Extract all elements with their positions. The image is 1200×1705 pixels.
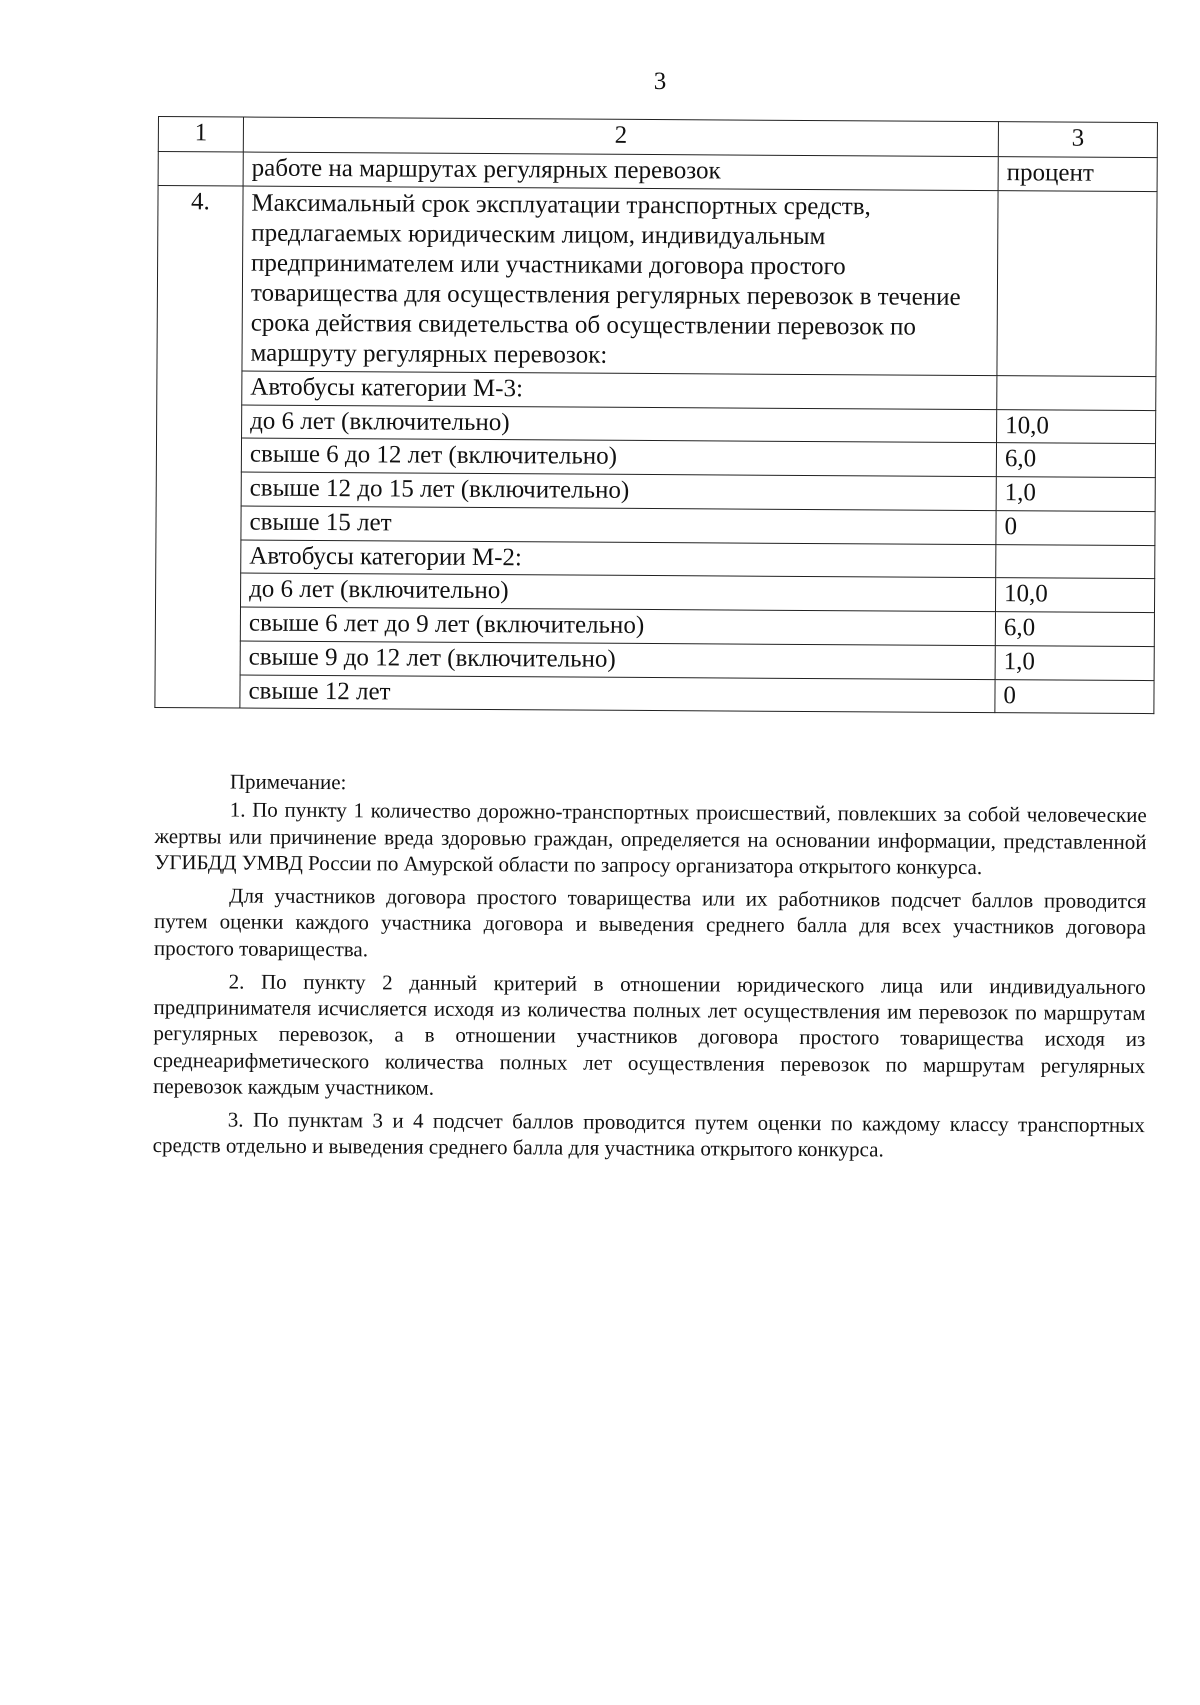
note-paragraph-3: 3. По пунктам 3 и 4 подсчет баллов проводится путем оценки по каждому классу транспортных средств отдельно и выведения среднего балла для участника открытого конкурса. — [152, 1107, 1145, 1162]
age-range-label: свыше 6 лет до 9 лет (включительно) — [240, 607, 995, 645]
notes-section — [153, 768, 1147, 1172]
empty-value-cell — [997, 190, 1157, 376]
score-value: 10,0 — [997, 409, 1156, 444]
criteria-table — [154, 116, 1158, 714]
score-value: 0 — [995, 679, 1154, 714]
score-value: 6,0 — [996, 443, 1155, 478]
age-range-label: до 6 лет (включительно) — [241, 573, 996, 611]
empty-value-cell — [996, 544, 1155, 579]
age-range-label: свыше 12 до 15 лет (включительно) — [241, 472, 996, 510]
note-paragraph-2: 2. По пункту 2 данный критерий в отношении юридического лица или индивидуального предпринимателя исчисляется исходя из количества полных лет осуществления им перевозок по маршрутам регулярных перевозок, а в отношении участников договора простого товарищества исходя из среднеарифметического количества полных лет осуществления перевозок по маршрутам регулярных перевозок каждым участником. — [152, 969, 1146, 1100]
age-range-label: свыше 15 лет — [241, 506, 996, 544]
notes-title: Примечание: — [229, 769, 347, 795]
continuation-text: работе на маршрутах регулярных перевозок — [243, 152, 998, 190]
age-range-label: до 6 лет (включительно) — [242, 405, 997, 443]
score-value: 1,0 — [995, 645, 1154, 680]
item-number: 4. — [155, 185, 243, 708]
column-header-1: 1 — [158, 117, 243, 153]
score-value: 10,0 — [995, 578, 1154, 613]
score-value: 6,0 — [995, 612, 1154, 647]
age-range-label: свыше 12 лет — [240, 675, 995, 713]
group-title-m2: Автобусы категории М-2: — [241, 540, 996, 578]
note-paragraph-1: 1. По пункту 1 количество дорожно-транспортных происшествий, повлекших за собой человеческие жертвы или причинение вреда здоровью граждан, определяется на основании информации, представленной УГИБДД УМВД России по Амурской области по запросу организатора открытого конкурса. — [154, 797, 1147, 879]
table-row-item-4 — [157, 185, 1157, 376]
page-number: 3 — [653, 68, 667, 95]
item-description: Максимальный срок эксплуатации транспортных средств, предлагаемых юридическим лицом, индивидуальным предпринимателем или участниками договора простого товарищества для осуществления регулярных перевозок в течение срока действия свидетельства об осуществлении перевозок по маршруту регулярных перевозок: — [242, 186, 998, 376]
empty-number-cell — [158, 152, 243, 186]
continuation-unit: процент — [998, 157, 1157, 192]
column-header-2: 2 — [243, 117, 998, 157]
note-paragraph-1b: Для участников договора простого товарищества или их работников подсчет баллов проводится путем оценки каждого участника договора и выведения среднего балла для всех участников договора простого товарищества. — [153, 883, 1147, 961]
score-value: 1,0 — [996, 477, 1155, 512]
age-range-label: свыше 6 до 12 лет (включительно) — [241, 438, 996, 476]
age-range-label: свыше 9 до 12 лет (включительно) — [240, 641, 995, 679]
table-row — [155, 674, 1154, 714]
column-header-3: 3 — [998, 122, 1157, 158]
group-title-m3: Автобусы категории М-3: — [242, 371, 997, 409]
score-value: 0 — [996, 510, 1155, 545]
empty-value-cell — [997, 375, 1156, 410]
